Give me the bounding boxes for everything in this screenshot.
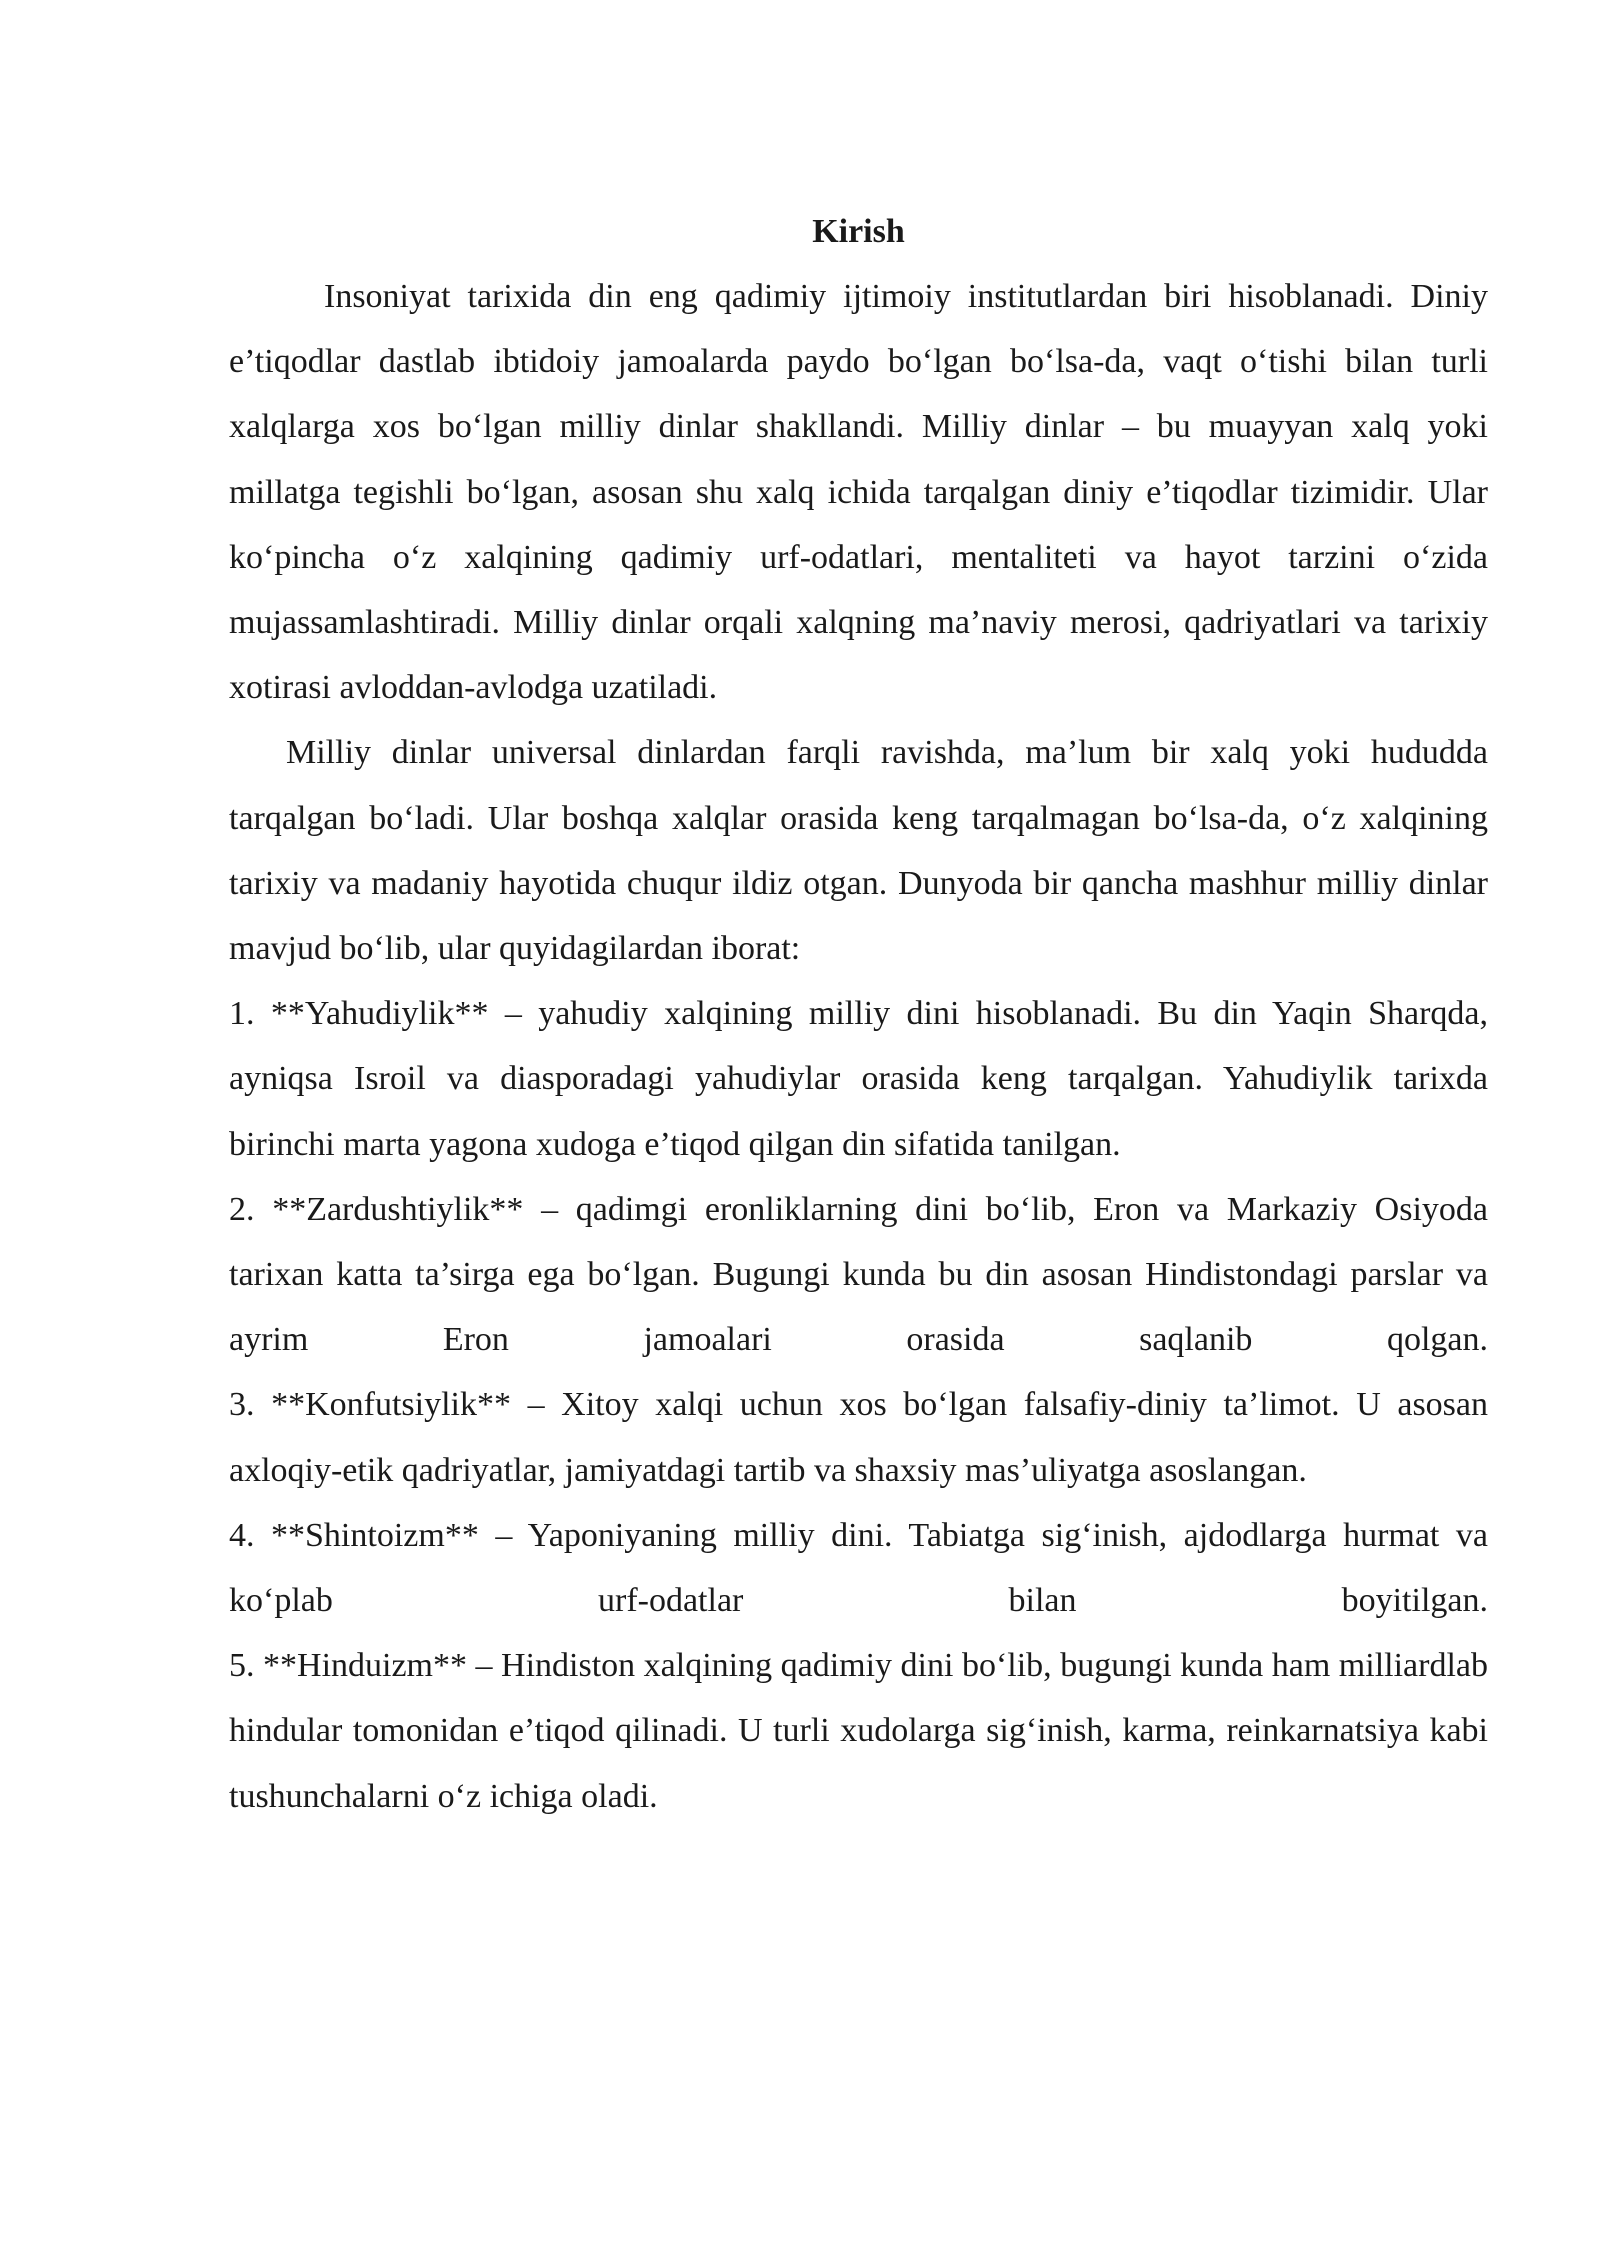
- list-item-shintoizm: 4. **Shintoizm** – Yaponiyaning milliy dini. Tabiatga sig‘inish, ajdodlarga hurmat va ko‘plab urf-odatlar bilan boyitilgan.: [229, 1516, 1488, 1620]
- page-title: Kirish: [812, 213, 905, 250]
- national-religions-paragraph: Milliy dinlar universal dinlardan farqli ravishda, ma’lum bir xalq yoki hududda tarqalgan bo‘ladi. Ular boshqa xalqlar orasida keng tarqalmagan bo‘lsa-da, o‘z xalqining tarixiy va madaniy hayotida chuqur ildiz otgan. Dunyoda bir qancha mashhur milliy dinlar mavjud bo‘lib, ular quyidagilardan iborat:: [229, 734, 1488, 968]
- document-body: [229, 200, 1488, 1829]
- list-item-konfutsiylik: 3. **Konfutsiylik** – Xitoy xalqi uchun xos bo‘lgan falsafiy-diniy ta’limot. U asosan axloqiy-etik qadriyatlar, jamiyatdagi tartib va shaxsiy mas’uliyatga asoslangan.: [229, 1386, 1488, 1489]
- list-item-zardushtiylik: 2. **Zardushtiylik** – qadimgi eronliklarning dini bo‘lib, Eron va Markaziy Osiyoda tarixan katta ta’sirga ega bo‘lgan. Bugungi kunda bu din asosan Hindistondagi parslar va ayrim Eron jamoalari orasida saqlanib qolgan.: [229, 1190, 1488, 1359]
- list-item-hinduizm: 5. **Hinduizm** – Hindiston xalqining qadimiy dini bo‘lib, bugungi kunda ham milliardlab hindular tomonidan e’tiqod qilinadi. U turli xudolarga sig‘inish, karma, reinkarnatsiya kabi tushunchalarni o‘z ichiga oladi.: [229, 1647, 1488, 1815]
- list-item-yahudiylik: 1. **Yahudiylik** – yahudiy xalqining milliy dini hisoblanadi. Bu din Yaqin Sharqda, ayniqsa Isroil va diasporadagi yahudiylar orasida keng tarqalgan. Yahudiylik tarixda birinchi marta yagona xudoga e’tiqod qilgan din sifatida tanilgan.: [229, 995, 1488, 1163]
- intro-paragraph: Insoniyat tarixida din eng qadimiy ijtimoiy institutlardan biri hisoblanadi. Diniy e’tiqodlar dastlab ibtidoiy jamoalarda paydo bo‘lgan bo‘lsa-da, vaqt o‘tishi bilan turli xalqlarga xos bo‘lgan milliy dinlar shakllandi. Milliy dinlar – bu muayyan xalq yoki millatga tegishli bo‘lgan, asosan shu xalq ichida tarqalgan diniy e’tiqodlar tizimidir. Ular ko‘pincha o‘z xalqining qadimiy urf-odatlari, mentaliteti va hayot tarzini o‘zida mujassamlashtiradi. Milliy dinlar orqali xalqning ma’naviy merosi, qadriyatlari va tarixiy xotirasi avloddan-avlodga uzatiladi.: [229, 278, 1488, 707]
